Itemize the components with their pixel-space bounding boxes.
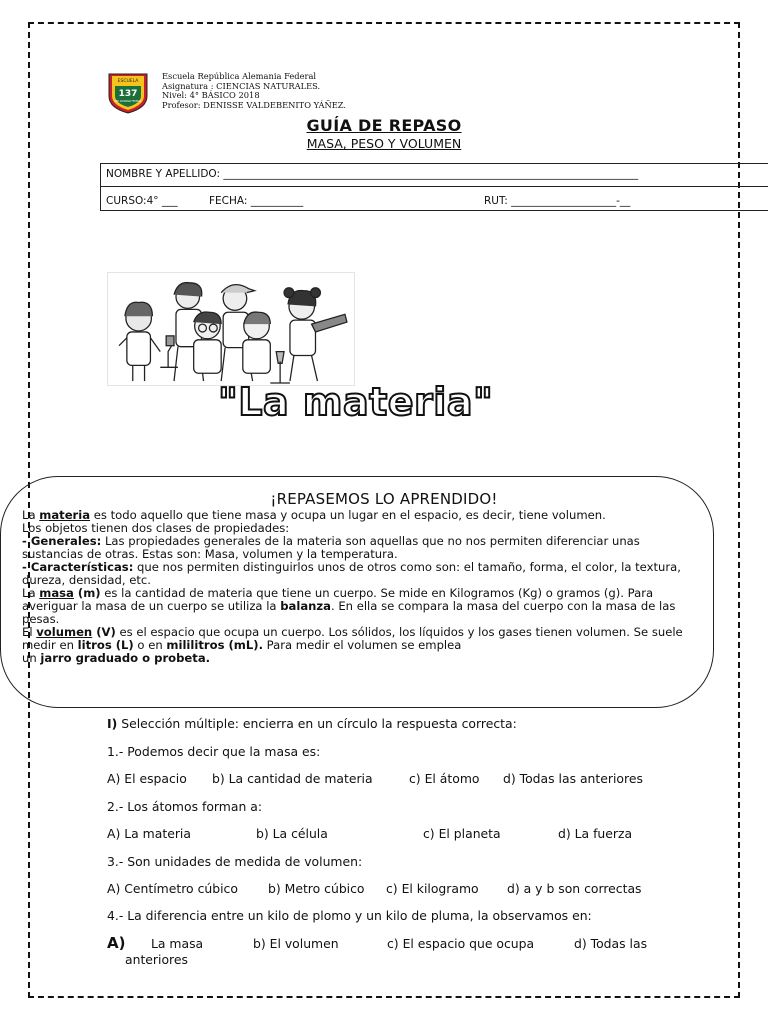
q1-option-b[interactable]: b) La cantidad de materia: [212, 771, 373, 786]
review-title: ¡REPASEMOS LO APRENDIDO!: [270, 490, 498, 508]
school-subject: Asignatura : CIENCIAS NATURALES.: [162, 80, 321, 91]
school-level: Nivel: 4° BÁSICO 2018: [162, 90, 260, 101]
form-divider: [101, 186, 768, 187]
school-teacher: Profesor: DENISSE VALDEBENITO YÁÑEZ.: [162, 100, 347, 111]
rut-field[interactable]: RUT: ____________________-__: [484, 195, 631, 207]
q4-option-d[interactable]: d) Todas las: [574, 936, 648, 951]
q3-option-a[interactable]: A) Centímetro cúbico: [107, 881, 238, 896]
logo-text-bottom: REP. ALEMANIA FEDERAL: [114, 100, 142, 103]
q4-option-a[interactable]: La masa: [151, 936, 204, 951]
review-paragraph-generales: - Generales: Las propiedades generales de la materia son aquellas que no nos permiten diferenciar unas sustancias de otras. Estas son: Masa, volumen y la temperatura.: [22, 534, 640, 561]
review-paragraph-probeta: un jarro graduado o probeta.: [22, 651, 211, 665]
curso-field[interactable]: CURSO:4° ___: [106, 195, 178, 207]
heading-la-materia: "La materia": [218, 380, 494, 424]
page-subtitle: MASA, PESO Y VOLUMEN: [306, 136, 462, 151]
q1-option-c[interactable]: c) El átomo: [409, 771, 480, 786]
school-name: Escuela República Alemania Federal: [162, 71, 317, 81]
question-3: 3.- Son unidades de medida de volumen:: [107, 854, 363, 869]
name-field[interactable]: NOMBRE Y APELLIDO: _______________________________________________________________________________: [106, 168, 639, 180]
q4-option-c[interactable]: c) El espacio que ocupa: [387, 936, 535, 951]
q3-option-c[interactable]: c) El kilogramo: [386, 881, 479, 896]
school-info: [162, 72, 346, 111]
fecha-field[interactable]: FECHA: __________: [209, 195, 304, 207]
q1-option-a[interactable]: A) El espacio: [107, 771, 187, 786]
school-logo: [106, 72, 150, 114]
q1-option-d[interactable]: d) Todas las anteriores: [503, 771, 643, 786]
student-form: [100, 163, 768, 211]
q3-option-b[interactable]: b) Metro cúbico: [268, 881, 365, 896]
q4-option-b[interactable]: b) El volumen: [253, 936, 339, 951]
review-paragraph-caracteristicas: - Características: que nos permiten distinguirlos unos de otros como son: el tamaño, forma, el color, la textura, dureza, densidad, etc.: [22, 560, 681, 587]
question-4: 4.- La diferencia entre un kilo de plomo y un kilo de pluma, la observamos en:: [107, 908, 592, 923]
section-instruction: I) Selección múltiple: encierra en un círculo la respuesta correcta:: [107, 716, 517, 731]
review-paragraph-masa: La masa (m) es la cantidad de materia que tiene un cuerpo. Se mide en Kilogramos (Kg) o gramos (g). Para averiguar la masa de un cuerpo se utiliza la balanza. En ella se compara la masa del cuerpo con la masa de las pesas.: [22, 586, 676, 626]
q2-option-c[interactable]: c) El planeta: [423, 826, 501, 841]
q2-option-d[interactable]: d) La fuerza: [558, 826, 633, 841]
kids-illustration: [107, 272, 355, 386]
review-paragraph-volumen: El volumen (V) es el espacio que ocupa un cuerpo. Los sólidos, los líquidos y los gases tienen volumen. Se suele medir en litros (L) o en mililitros (mL). Para medir el volumen se emplea: [22, 625, 683, 652]
question-1: 1.- Podemos decir que la masa es:: [107, 744, 321, 759]
question-2: 2.- Los átomos forman a:: [107, 799, 263, 814]
review-text: [22, 509, 694, 665]
q2-option-a[interactable]: A) La materia: [107, 826, 191, 841]
review-paragraph-materia: La materia es todo aquello que tiene masa y ocupa un lugar en el espacio, es decir, tiene volumen.: [22, 508, 606, 522]
review-paragraph-properties: Los objetos tienen dos clases de propiedades:: [22, 521, 290, 535]
logo-text-top: ESCUELA: [117, 79, 139, 84]
logo-number: 137: [118, 89, 138, 99]
q4-option-a-letter: A): [107, 934, 126, 952]
q3-option-d[interactable]: d) a y b son correctas: [507, 881, 642, 896]
q4-option-d-continued: anteriores: [125, 952, 188, 967]
page-title: GUÍA DE REPASO: [306, 116, 462, 135]
q2-option-b[interactable]: b) La célula: [256, 826, 328, 841]
